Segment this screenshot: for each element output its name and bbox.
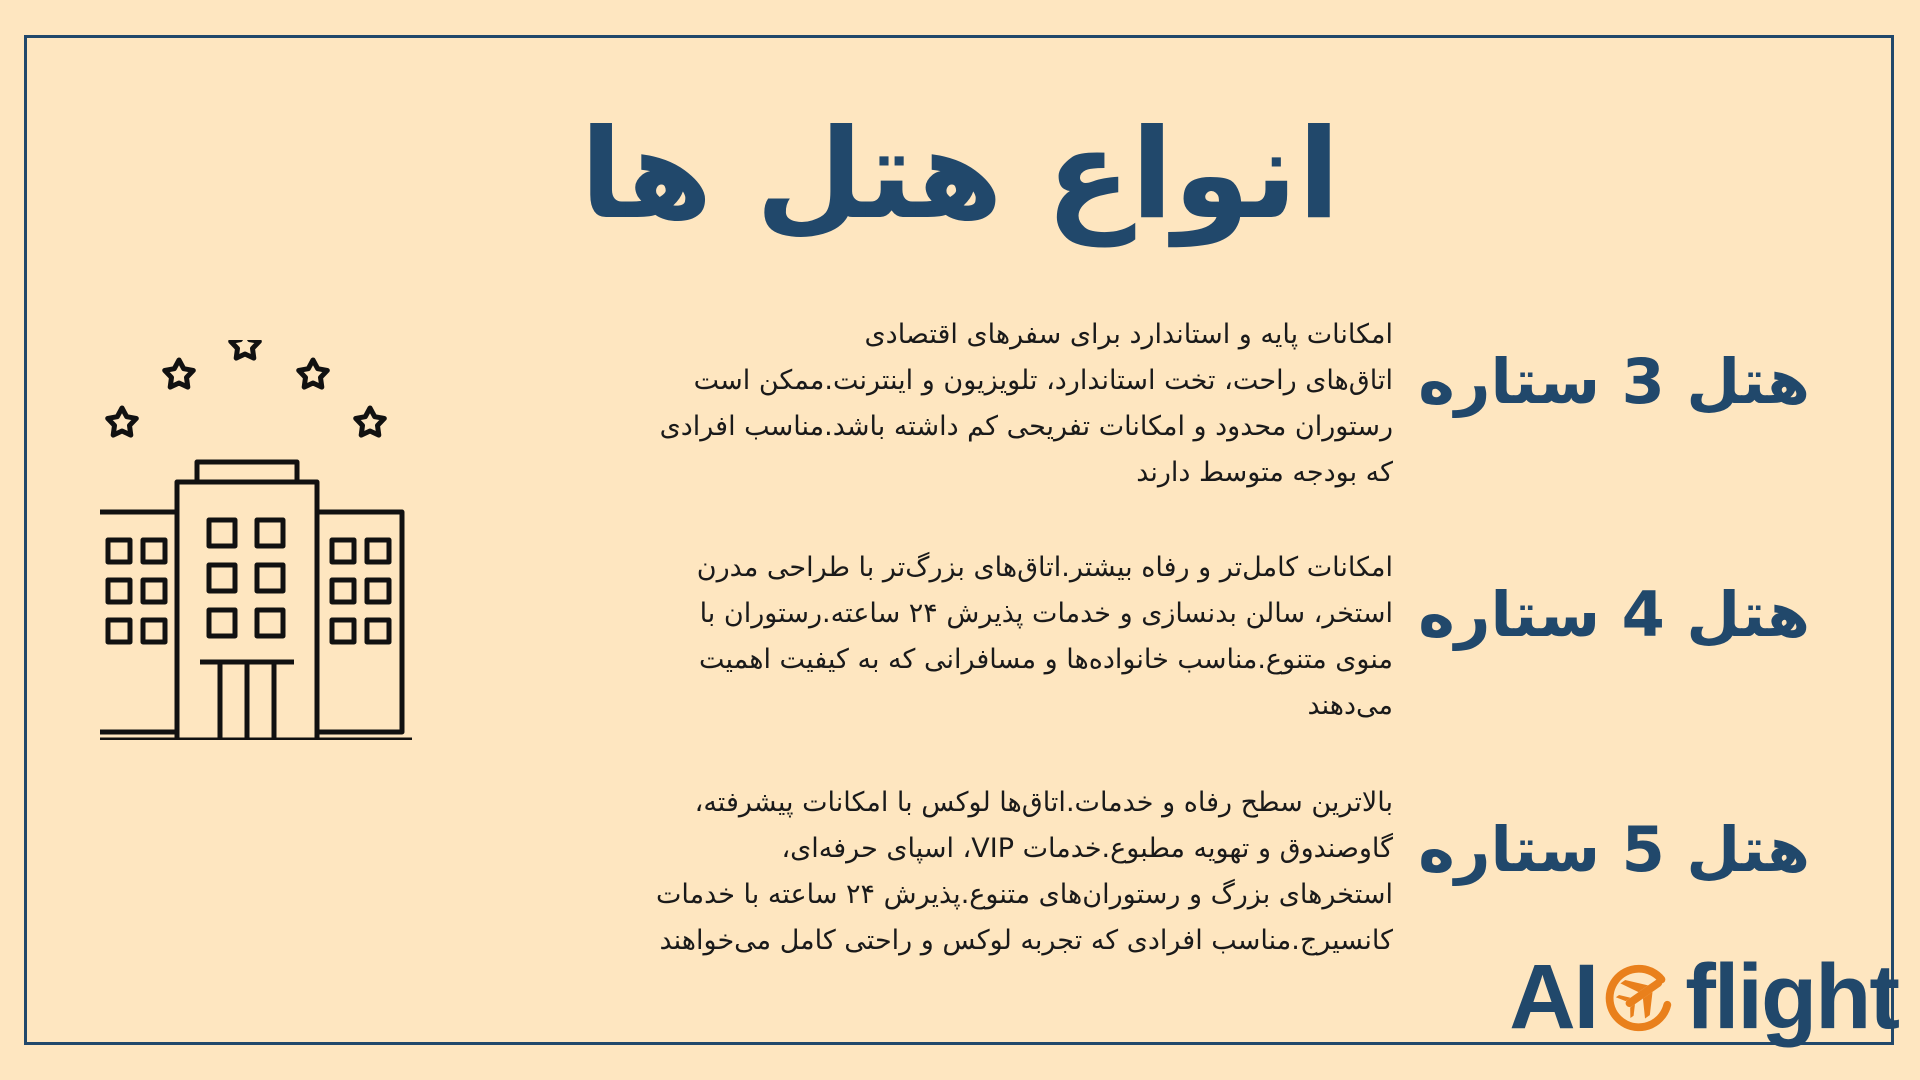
alo-flight-logo [1509,946,1898,1048]
hotel-building-icon [100,340,500,740]
description-line: می‌دهند [1307,690,1393,721]
logo-text-right: flight [1685,946,1898,1048]
description-line: گاوصندوق و تهویه مطبوع.خدمات VIP، اسپای حرفه‌ای، [781,833,1393,864]
description-line: کانسیرج.مناسب افرادی که تجربه لوکس و راحتی کامل می‌خواهند [659,925,1393,956]
description-line: که بودجه متوسط دارند [1136,457,1393,488]
star-icon [356,408,385,435]
description-line: اتاق‌های راحت، تخت استاندارد، تلویزیون و اینترنت.ممکن است [693,365,1393,396]
hotel-type-label: هتل 3 ستاره [1418,345,1810,418]
description-line: امکانات کامل‌تر و رفاه بیشتر.اتاق‌های بزرگ‌تر با طراحی مدرن [696,552,1393,583]
hotel-type-label: هتل 4 ستاره [1418,578,1810,651]
star-icon [165,360,194,387]
star-icon [231,340,260,358]
hotel-description [533,545,1393,729]
page-title: انواع هتل ها [579,103,1341,247]
description-line: رستوران محدود و امکانات تفریحی کم داشته باشد.مناسب افرادی [659,411,1393,442]
hotel-description [533,780,1393,964]
plane-circle-icon [1601,958,1679,1036]
hotel-type-label: هتل 5 ستاره [1418,813,1810,886]
logo-text-left: AI [1509,946,1598,1048]
hotel-description [533,312,1393,496]
description-line: استخرهای بزرگ و رستوران‌های متنوع.پذیرش ۲۴ ساعته با خدمات [655,879,1393,910]
description-line: بالاترین سطح رفاه و خدمات.اتاق‌ها لوکس با امکانات پیشرفته، [694,787,1393,818]
description-line: منوی متنوع.مناسب خانواده‌ها و مسافرانی که به کیفیت اهمیت [698,644,1393,675]
description-line: امکانات پایه و استاندارد برای سفرهای اقتصادی [864,319,1393,350]
star-icon [108,408,137,435]
star-icon [299,360,328,387]
description-line: استخر، سالن بدنسازی و خدمات پذیرش ۲۴ ساعته.رستوران با [699,598,1393,629]
